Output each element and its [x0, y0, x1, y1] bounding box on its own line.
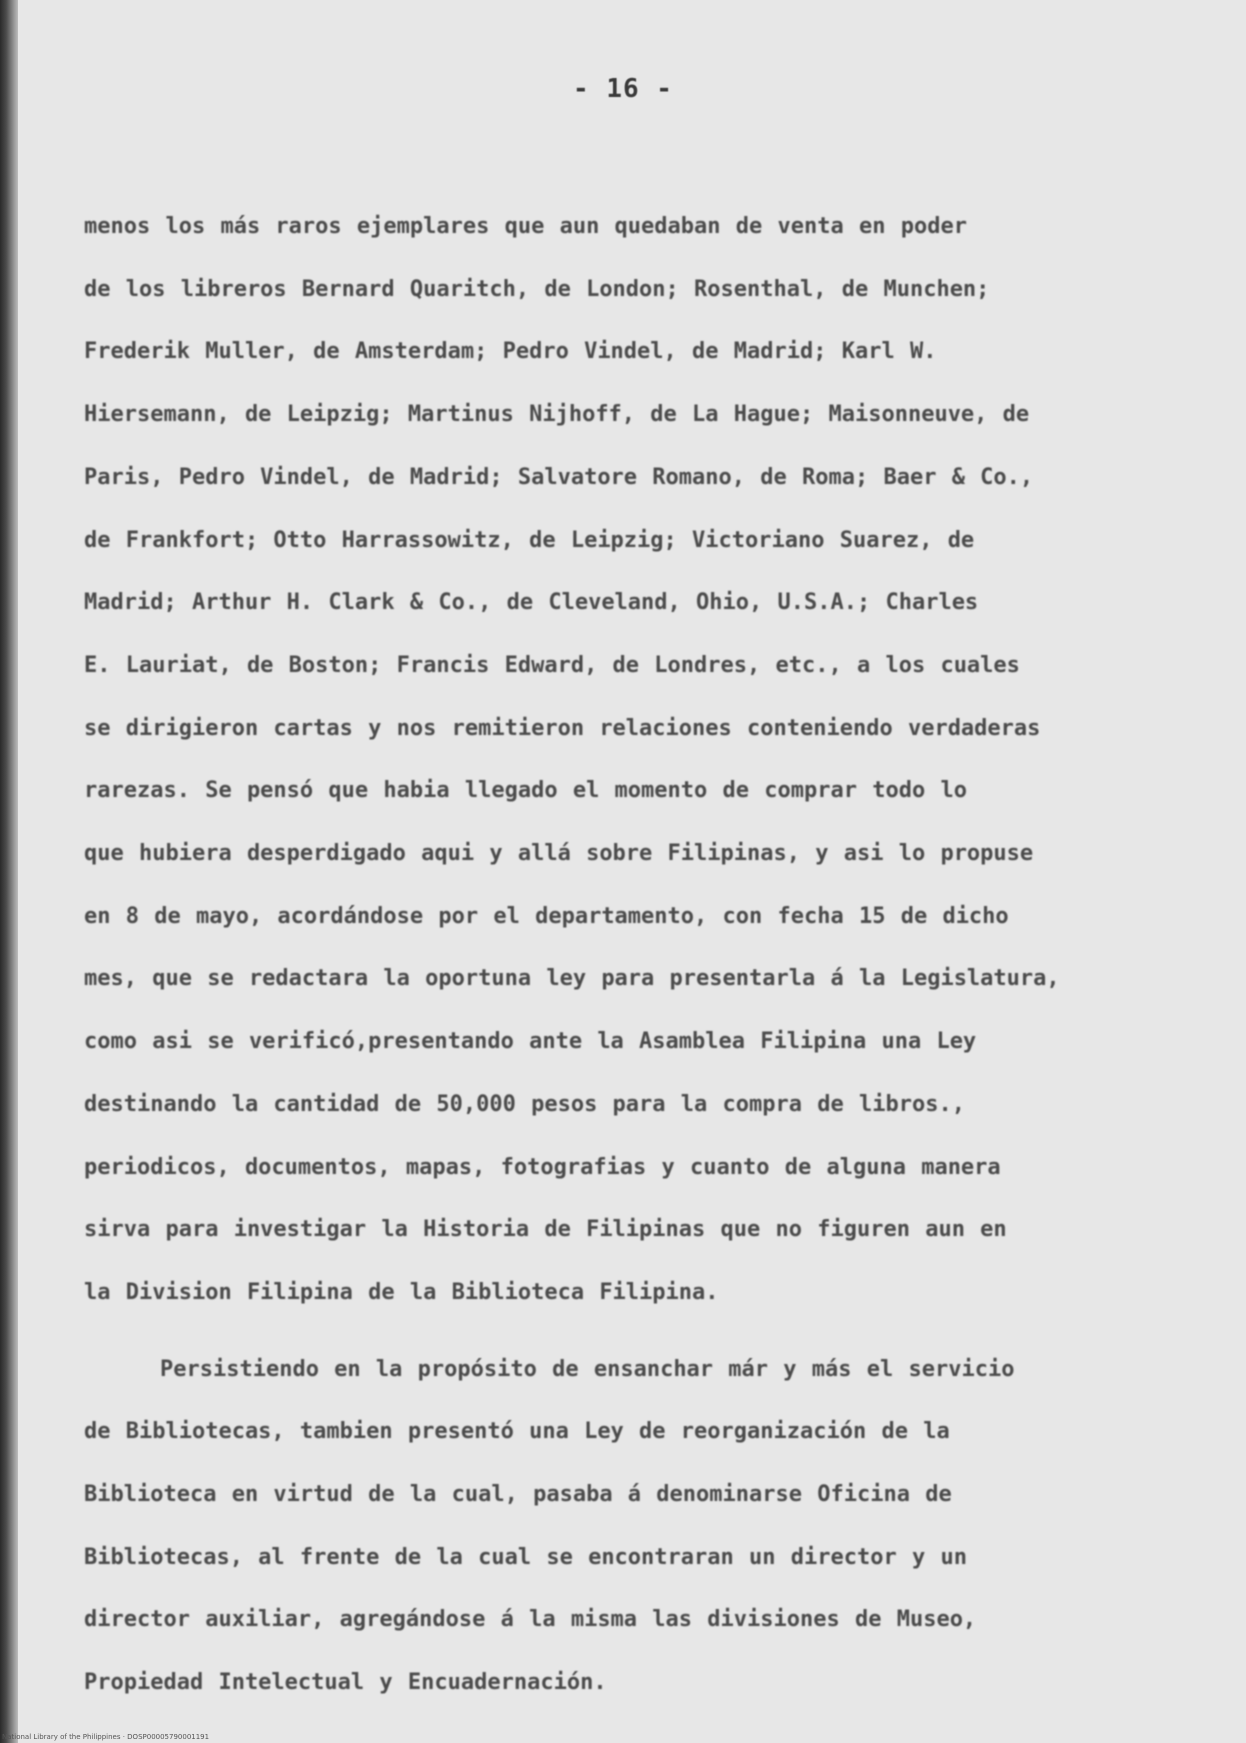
text-line: se dirigieron cartas y nos remitieron relaciones conteniendo verdaderas [84, 715, 1041, 741]
text-line: rarezas. Se pensó que habia llegado el momento de comprar todo lo [84, 778, 967, 804]
page-number: - 16 - [573, 74, 673, 104]
text-line: Persistiendo en la propósito de ensanchar már y más el servicio [160, 1356, 1015, 1382]
text-line: de Frankfort; Otto Harrassowitz, de Leipzig; Victoriano Suarez, de [84, 527, 975, 553]
text-line: mes, que se redactara la oportuna ley para presentarla á la Legislatura, [84, 966, 1060, 992]
text-line: como asi se verificó,presentando ante la Asamblea Filipina una Ley [84, 1029, 977, 1055]
paragraph-1 [84, 196, 1234, 1325]
document-body [84, 196, 1234, 1715]
text-line: sirva para investigar la Historia de Filipinas que no figuren aun en [84, 1217, 1007, 1243]
archive-footer: National Library of the Philippines · DOSP00005790001191 [2, 1733, 210, 1741]
text-line: Biblioteca en virtud de la cual, pasaba á denominarse Oficina de [84, 1482, 952, 1508]
text-line: periodicos, documentos, mapas, fotografias y cuanto de alguna manera [84, 1154, 1001, 1180]
text-line: E. Lauriat, de Boston; Francis Edward, de Londres, etc., a los cuales [84, 652, 1020, 678]
text-line: de Bibliotecas, tambien presentó una Ley de reorganización de la [84, 1419, 950, 1445]
text-line: Paris, Pedro Vindel, de Madrid; Salvatore Romano, de Roma; Baer & Co., [84, 464, 1034, 490]
text-line: menos los más raros ejemplares que aun quedaban de venta en poder [84, 214, 967, 239]
paragraph-2 [84, 1339, 1234, 1715]
text-line: que hubiera desperdigado aqui y allá sobre Filipinas, y asi lo propuse [84, 841, 1034, 867]
text-line: Madrid; Arthur H. Clark & Co., de Cleveland, Ohio, U.S.A.; Charles [84, 590, 979, 616]
text-line: Propiedad Intelectual y Encuadernación. [84, 1670, 607, 1696]
text-line: Bibliotecas, al frente de la cual se encontraran un director y un [84, 1544, 967, 1570]
text-line: Frederik Muller, de Amsterdam; Pedro Vindel, de Madrid; Karl W. [84, 339, 937, 365]
text-line: director auxiliar, agregándose á la misma las divisiones de Museo, [84, 1607, 977, 1633]
text-line: destinando la cantidad de 50,000 pesos para la compra de libros., [84, 1091, 965, 1117]
text-line: Hiersemann, de Leipzig; Martinus Nijhoff, de La Hague; Maisonneuve, de [84, 402, 1030, 428]
paragraph-gap [84, 1325, 1234, 1339]
text-line: de los libreros Bernard Quaritch, de London; Rosenthal, de Munchen; [84, 276, 990, 302]
text-line: en 8 de mayo, acordándose por el departamento, con fecha 15 de dicho [84, 903, 1009, 929]
text-line: la Division Filipina de la Biblioteca Filipina. [84, 1279, 719, 1305]
